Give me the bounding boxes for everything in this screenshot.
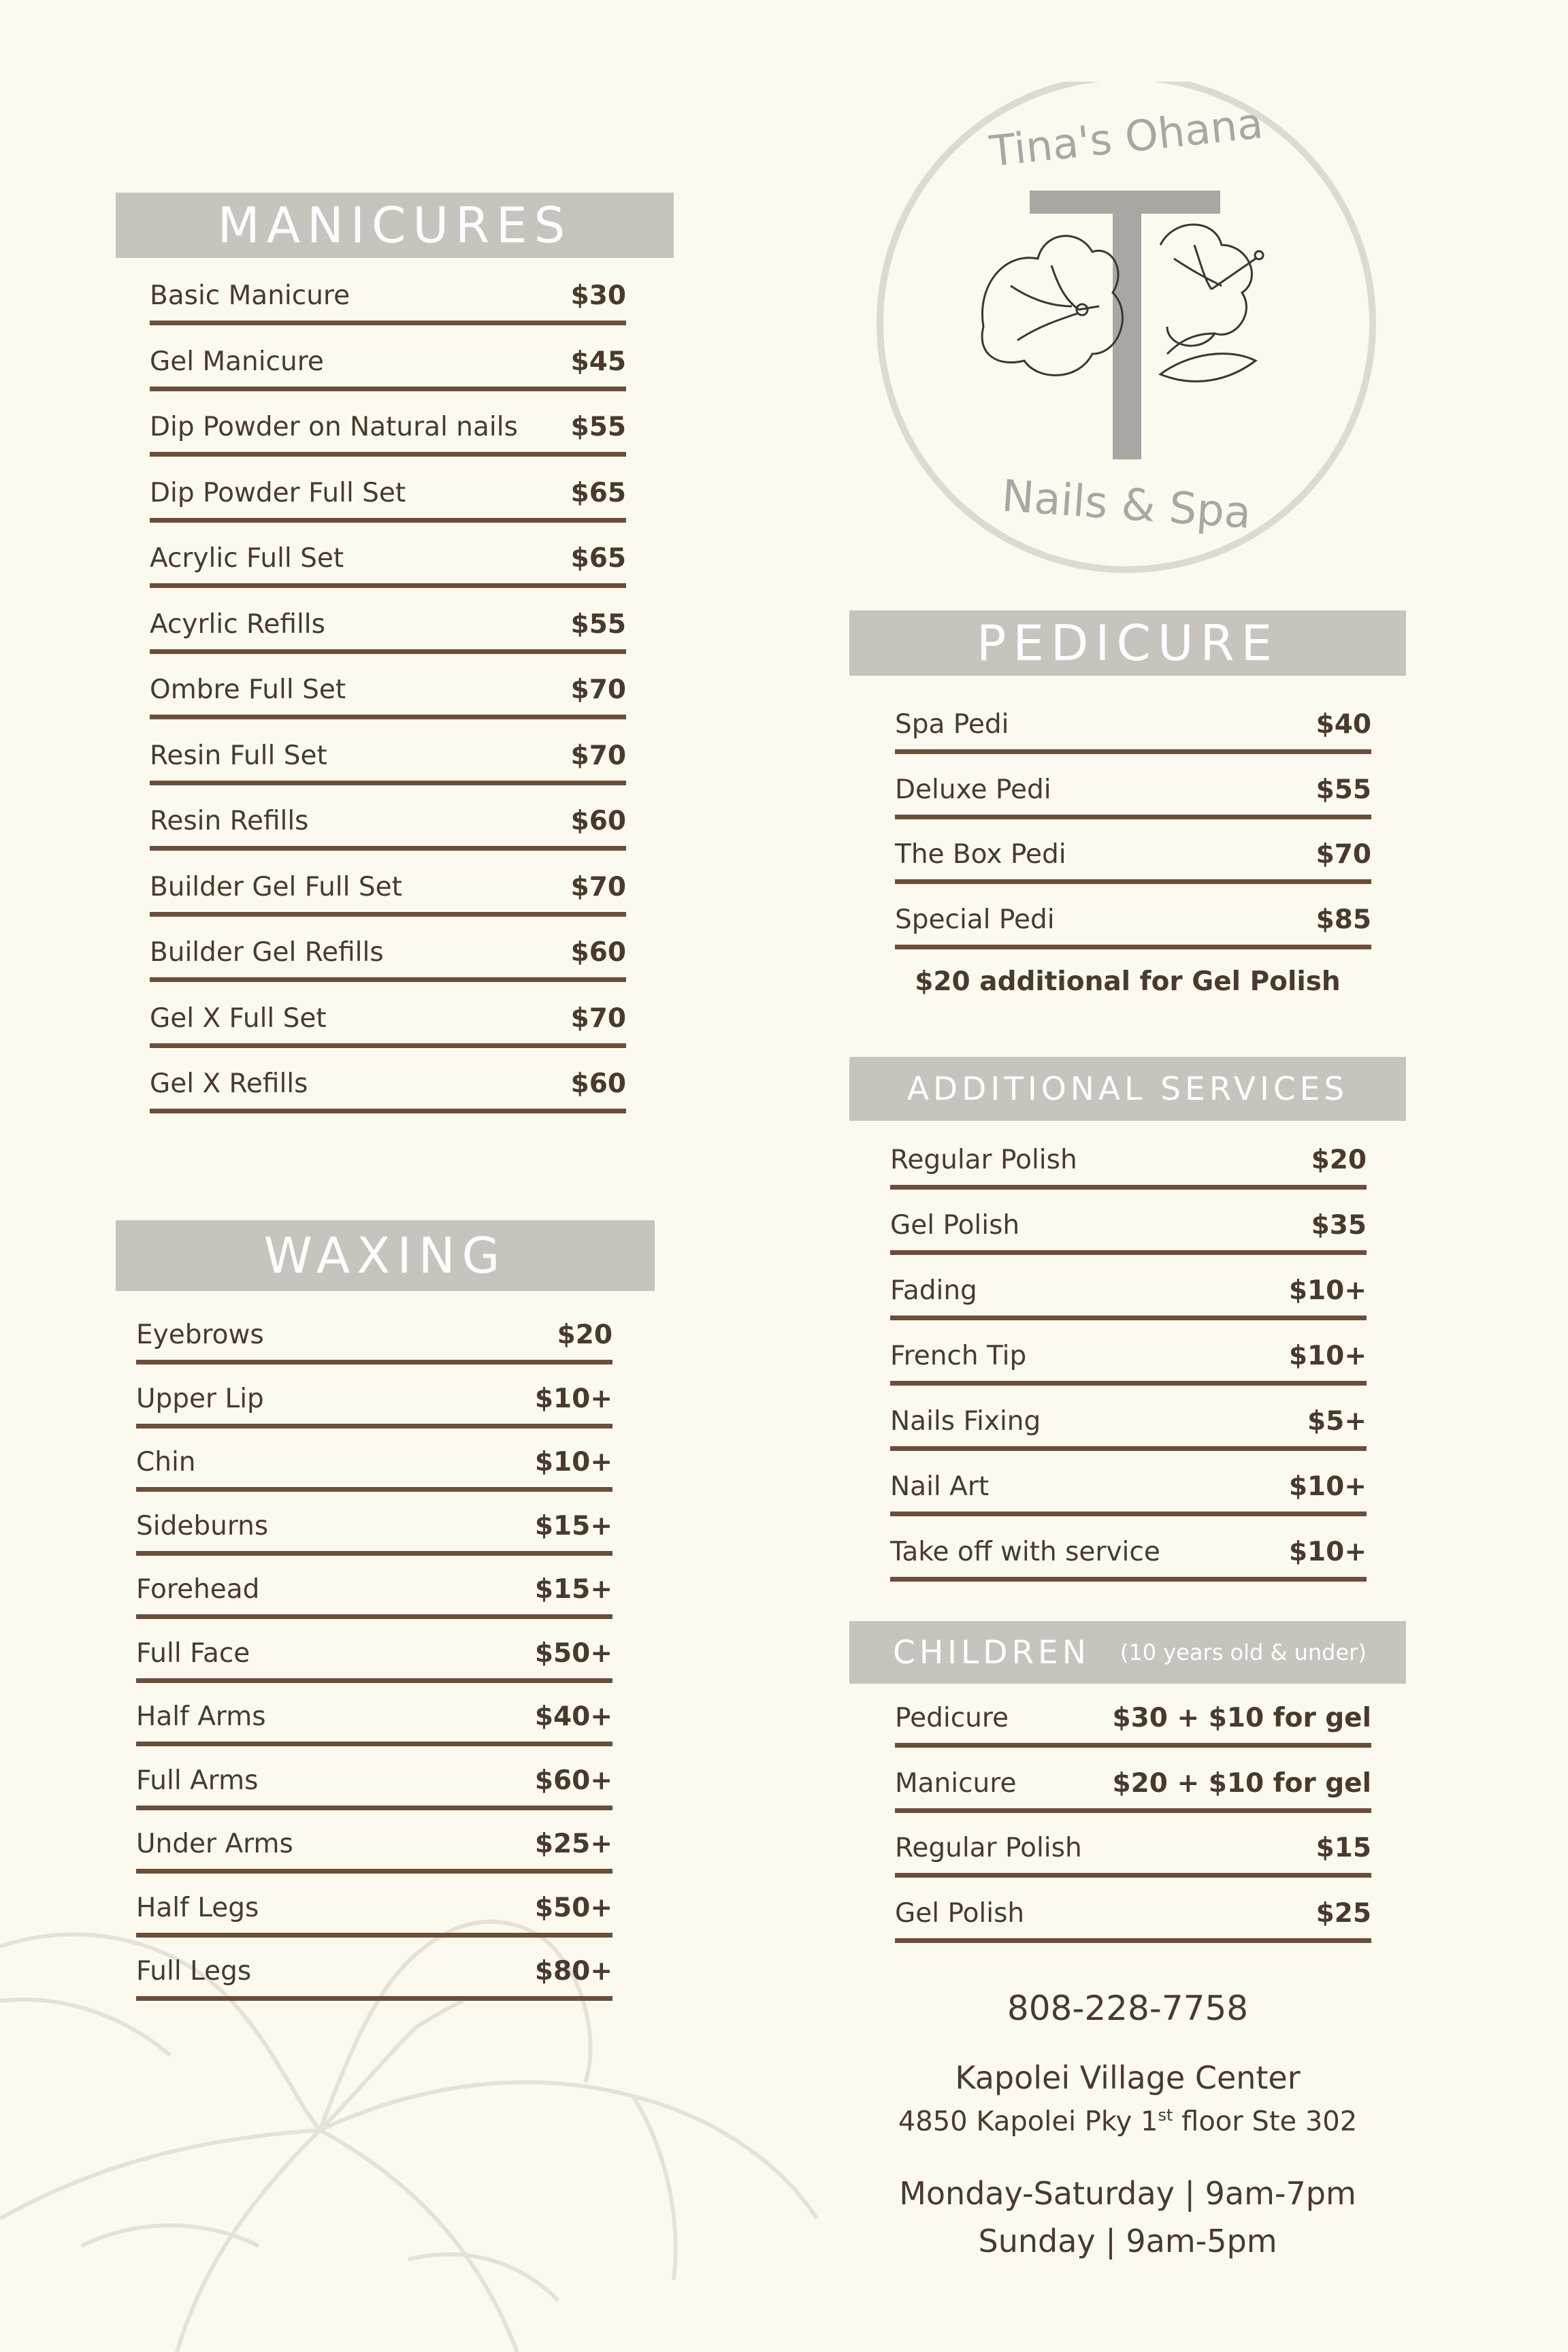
item-name: Fading (890, 1275, 977, 1306)
waxing-item (136, 1886, 612, 1938)
item-price: $55 (1316, 774, 1371, 805)
manicures-item (150, 732, 626, 785)
item-price: $20 (557, 1320, 612, 1350)
waxing-item (136, 1313, 612, 1365)
manicures-item (150, 535, 626, 588)
item-price: $65 (570, 477, 626, 508)
waxing-item (136, 1632, 612, 1683)
pedicure-list (895, 694, 1371, 966)
item-price: $50+ (534, 1892, 612, 1923)
item-price: $60 (570, 1068, 626, 1099)
manicures-item (150, 666, 626, 719)
manicures-item (150, 338, 626, 391)
additional-item (890, 1522, 1367, 1582)
additional-item (890, 1391, 1367, 1451)
manicures-item (150, 601, 626, 654)
item-name: Full Face (136, 1637, 250, 1669)
item-name: Regular Polish (895, 1833, 1082, 1863)
children-item (895, 1883, 1371, 1943)
children-title: CHILDREN (893, 1633, 1090, 1671)
item-price: $40 (1316, 709, 1371, 740)
children-item (895, 1688, 1371, 1748)
item-name: Chin (136, 1447, 196, 1477)
children-item (895, 1753, 1371, 1813)
waxing-item (136, 1441, 612, 1492)
item-name: Nails Fixing (890, 1406, 1041, 1437)
item-price: $50+ (534, 1637, 612, 1669)
manicures-title: MANICURES (217, 197, 572, 254)
item-price: $70 (570, 1002, 626, 1034)
item-price: $20 + $10 for gel (1112, 1767, 1371, 1799)
address (849, 2106, 1406, 2137)
item-price: $25 (1316, 1897, 1371, 1929)
item-name: Forehead (136, 1574, 260, 1605)
item-name: French Tip (890, 1341, 1027, 1371)
item-name: Spa Pedi (895, 709, 1009, 740)
manicures-banner (116, 193, 674, 258)
manicures-item (150, 404, 626, 457)
item-name: Acrylic Full Set (150, 543, 344, 574)
address-rest: floor Ste 302 (1173, 2106, 1358, 2138)
item-price: $5+ (1307, 1406, 1367, 1437)
item-name: Take off with service (890, 1537, 1160, 1567)
additional-item (890, 1260, 1367, 1320)
item-price: $10+ (534, 1447, 612, 1477)
manicures-item (150, 995, 626, 1048)
item-price: $10+ (1288, 1537, 1367, 1567)
waxing-item (136, 1759, 612, 1810)
address-superscript: st (1158, 2106, 1173, 2125)
manicures-item (150, 470, 626, 523)
additional-item (890, 1130, 1367, 1190)
item-name: The Box Pedi (895, 839, 1066, 870)
children-subtitle: (10 years old & under) (1120, 1639, 1367, 1665)
item-price: $55 (570, 412, 626, 442)
additional-item (890, 1195, 1367, 1255)
manicures-list (150, 272, 626, 1116)
children-item (895, 1818, 1371, 1878)
additional-item (890, 1326, 1367, 1386)
item-name: Acyrlic Refills (150, 608, 325, 640)
manicures-item (150, 798, 626, 851)
item-price: $45 (570, 346, 626, 377)
item-name: Upper Lip (136, 1383, 264, 1414)
item-price: $40+ (534, 1701, 612, 1732)
item-name: Manicure (895, 1767, 1017, 1799)
item-name: Special Pedi (895, 904, 1055, 935)
location-name: Kapolei Village Center (955, 2059, 1301, 2096)
pedicure-item (895, 694, 1371, 754)
additional-item (890, 1456, 1367, 1516)
item-name: Builder Gel Refills (150, 937, 384, 968)
item-price: $35 (1311, 1210, 1367, 1241)
item-price: $60 (570, 937, 626, 968)
item-name: Half Legs (136, 1892, 259, 1923)
item-name: Deluxe Pedi (895, 774, 1051, 805)
item-name: Gel Manicure (150, 346, 324, 377)
item-price: $60+ (534, 1765, 612, 1796)
item-name: Resin Full Set (150, 740, 327, 771)
item-name: Regular Polish (890, 1145, 1077, 1175)
waxing-banner (116, 1220, 655, 1291)
phone-number: 808-228-7758 (1007, 1989, 1249, 2028)
manicures-item (150, 272, 626, 325)
pedicure-item (895, 760, 1371, 819)
item-name: Basic Manicure (150, 280, 350, 311)
item-name: Gel X Refills (150, 1068, 308, 1099)
pedicure-item (895, 824, 1371, 884)
item-price: $30 + $10 for gel (1112, 1703, 1371, 1733)
item-price: $20 (1311, 1145, 1367, 1175)
item-price: $70 (570, 674, 626, 705)
waxing-item (136, 1505, 612, 1556)
hours-weekday: Monday-Saturday | 9am-7pm (899, 2175, 1356, 2212)
item-name: Pedicure (895, 1703, 1009, 1733)
logo (875, 82, 1378, 585)
item-name: Builder Gel Full Set (150, 871, 402, 902)
item-price: $15+ (534, 1510, 612, 1541)
item-price: $25+ (534, 1829, 612, 1859)
waxing-title: WAXING (263, 1227, 507, 1284)
item-price: $85 (1316, 904, 1371, 935)
waxing-item (136, 1823, 612, 1874)
pedicure-note: $20 additional for Gel Polish (915, 966, 1341, 997)
item-price: $70 (570, 740, 626, 771)
item-name: Nail Art (890, 1471, 990, 1502)
waxing-item (136, 1695, 612, 1746)
item-name: Gel Polish (895, 1897, 1025, 1929)
item-price: $15+ (534, 1574, 612, 1605)
item-price: $10+ (534, 1383, 612, 1414)
item-name: Sideburns (136, 1510, 269, 1541)
hours-sunday: Sunday | 9am-5pm (978, 2223, 1277, 2259)
item-name: Ombre Full Set (150, 674, 346, 705)
item-price: $65 (570, 543, 626, 574)
manicures-item (150, 1060, 626, 1113)
item-price: $55 (570, 608, 626, 640)
waxing-item (136, 1950, 612, 2001)
pedicure-title: PEDICURE (976, 615, 1279, 672)
item-price: $70 (570, 871, 626, 902)
children-banner (849, 1621, 1406, 1684)
item-name: Half Arms (136, 1701, 266, 1732)
logo-bottom-text: Nails & Spa (1000, 471, 1253, 539)
item-name: Eyebrows (136, 1320, 264, 1350)
item-price: $15 (1316, 1833, 1371, 1863)
item-name: Full Legs (136, 1956, 252, 1987)
item-price: $10+ (1288, 1471, 1367, 1502)
item-name: Full Arms (136, 1765, 259, 1796)
logo-top-text: Tina's Ohana (987, 98, 1266, 176)
item-price: $80+ (534, 1956, 612, 1987)
additional-list (890, 1130, 1367, 1586)
item-name: Resin Refills (150, 806, 309, 836)
waxing-item (136, 1568, 612, 1619)
children-list (895, 1688, 1371, 1960)
address-main: 4850 Kapolei Pky 1 (898, 2106, 1158, 2138)
item-price: $70 (1316, 839, 1371, 870)
item-name: Dip Powder on Natural nails (150, 412, 518, 442)
manicures-item (150, 864, 626, 917)
pedicure-banner (849, 610, 1406, 676)
waxing-item (136, 1377, 612, 1428)
item-name: Under Arms (136, 1829, 293, 1859)
item-price: $60 (570, 806, 626, 836)
manicures-item (150, 929, 626, 982)
item-price: $10+ (1288, 1275, 1367, 1306)
item-price: $30 (570, 280, 626, 311)
additional-banner (849, 1057, 1406, 1121)
item-price: $10+ (1288, 1341, 1367, 1371)
item-name: Gel Polish (890, 1210, 1020, 1241)
item-name: Gel X Full Set (150, 1002, 327, 1034)
item-name: Dip Powder Full Set (150, 477, 406, 508)
additional-title: ADDITIONAL SERVICES (906, 1070, 1349, 1108)
pedicure-item (895, 889, 1371, 949)
waxing-list (136, 1313, 612, 2035)
